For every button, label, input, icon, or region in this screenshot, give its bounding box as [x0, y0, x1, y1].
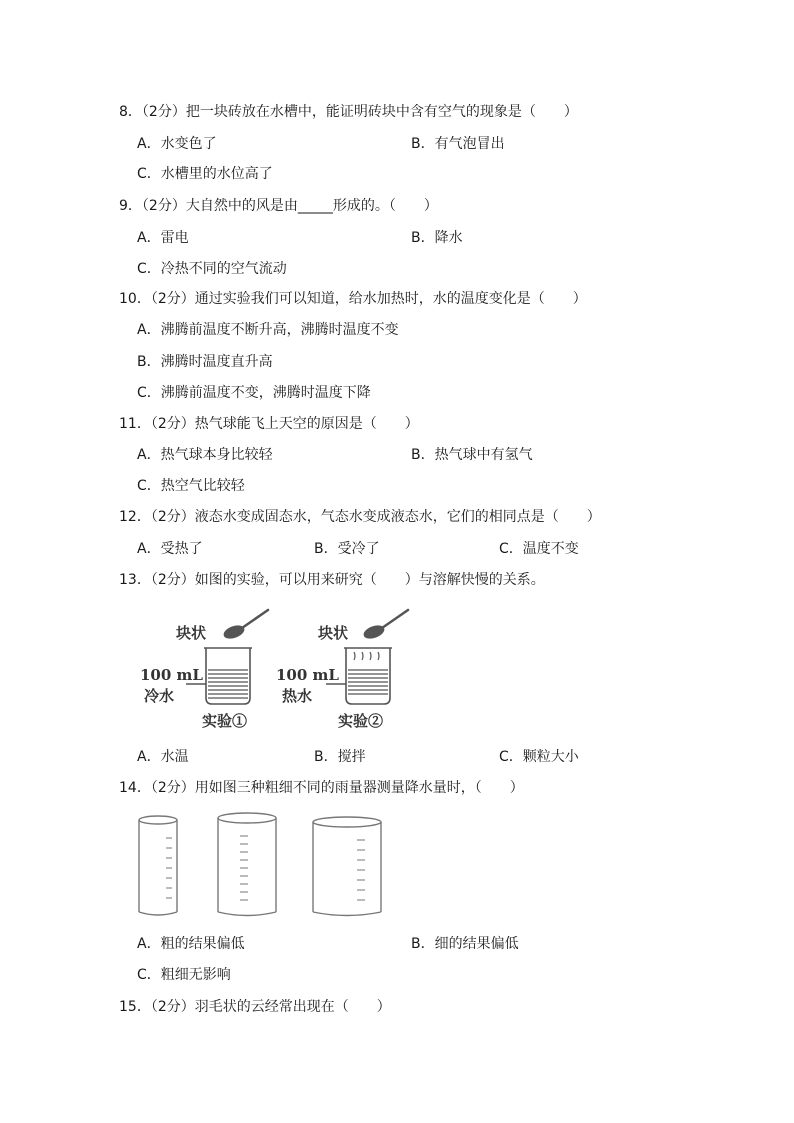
- exp1-volume-label: 100 mL: [140, 666, 203, 684]
- thin-rain-gauge: [139, 816, 177, 915]
- rain-gauges-figure: [136, 808, 396, 924]
- question-8-option-a: A．水变色了: [137, 136, 217, 152]
- question-10-option-a: A．沸腾前温度不断升高，沸腾时温度不变: [137, 322, 399, 338]
- question-12-option-c: C．温度不变: [499, 541, 579, 557]
- exp2-caption: 实验②: [338, 712, 384, 730]
- question-9-option-a: A．雷电: [137, 230, 189, 246]
- question-8-option-c: C．水槽里的水位高了: [137, 166, 273, 182]
- exp2-volume-label: 100 mL: [276, 666, 339, 684]
- question-9-option-c: C．冷热不同的空气流动: [137, 261, 287, 277]
- steam-marks: [354, 652, 379, 660]
- beaker-2-water-lines: [348, 670, 388, 694]
- question-14-option-c: C．粗细无影响: [137, 967, 231, 983]
- question-10-option-c: C．沸腾前温度不变，沸腾时温度下降: [137, 385, 371, 401]
- spoon-2-icon: [363, 624, 385, 640]
- question-14-option-b: B．细的结果偏低: [411, 936, 519, 952]
- beaker-2: [346, 648, 390, 704]
- question-13-option-c: C．颗粒大小: [499, 749, 579, 765]
- exp1-solid-label: 块状: [176, 624, 207, 642]
- exp2-water-label: 热水: [282, 687, 313, 705]
- question-12-stem: 12．（2分）液态水变成固态水，气态水变成液态水，它们的相同点是（ ）: [119, 509, 601, 525]
- beaker-1: [206, 648, 250, 704]
- question-11-option-a: A．热气球本身比较轻: [137, 447, 273, 463]
- beaker-1-water-lines: [208, 670, 248, 698]
- exp1-water-label: 冷水: [144, 687, 175, 705]
- question-11-option-c: C．热空气比较轻: [137, 478, 245, 494]
- thick-rain-gauge: [313, 817, 381, 916]
- question-10-option-b: B．沸腾时温度直升高: [137, 354, 273, 370]
- question-12-option-b: B．受冷了: [314, 541, 380, 557]
- spoon-1-icon: [223, 624, 245, 640]
- question-14-option-a: A．粗的结果偏低: [137, 936, 245, 952]
- question-11-option-b: B．热气球中有氢气: [411, 447, 533, 463]
- question-11-stem: 11．（2分）热气球能飞上天空的原因是（ ）: [119, 416, 419, 432]
- question-9-option-b: B．降水: [411, 230, 463, 246]
- question-13-stem: 13．（2分）如图的实验，可以用来研究（ ）与溶解快慢的关系。: [119, 572, 545, 588]
- medium-rain-gauge: [218, 813, 276, 916]
- question-13-option-b: B．搅拌: [314, 749, 366, 765]
- question-13-option-a: A．水温: [137, 749, 189, 765]
- dissolving-experiment-figure: [136, 600, 436, 740]
- exp2-solid-label: 块状: [318, 624, 349, 642]
- question-15-stem: 15．（2分）羽毛状的云经常出现在（ ）: [119, 999, 391, 1015]
- question-12-option-a: A．受热了: [137, 541, 203, 557]
- question-10-stem: 10．（2分）通过实验我们可以知道，给水加热时，水的温度变化是（ ）: [119, 291, 587, 307]
- exp1-caption: 实验①: [202, 712, 248, 730]
- question-8-stem: 8．（2分）把一块砖放在水槽中，能证明砖块中含有空气的现象是（ ）: [119, 104, 578, 120]
- question-9-stem: 9．（2分）大自然中的风是由_____形成的。（ ）: [119, 198, 438, 214]
- question-14-stem: 14．（2分）用如图三种粗细不同的雨量器测量降水量时，（ ）: [119, 780, 524, 796]
- question-8-option-b: B．有气泡冒出: [411, 136, 505, 152]
